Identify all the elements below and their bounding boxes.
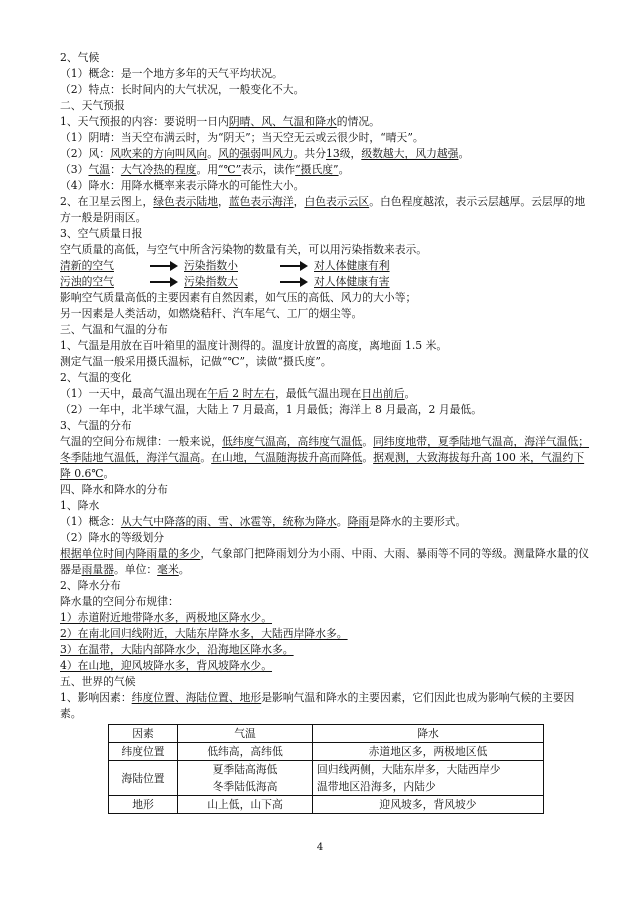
precipitation-heading: 四、降水和降水的分布: [60, 483, 168, 496]
precipitation-law-item: 3）在温带，大陆内部降水少，沿海地区降水多。: [60, 643, 294, 656]
temperature-daily: （1）一天中，最高气温出现在午后 2 时左右，最低气温出现在日出前后。: [60, 387, 416, 400]
world-climate-heading: 五、世界的气候: [60, 675, 136, 688]
table-row: 纬度位置 低纬高，高纬低 赤道地区多，两极地区低: [109, 743, 544, 761]
precipitation-sub-heading: 1、降水: [60, 499, 100, 512]
document-page: [60, 50, 590, 814]
temperature-law: 气温的空间分布规律：一般来说，低纬度气温高，高纬度气温低。同纬度地带，夏季陆地气温高，海洋气温低；冬季陆地气温低，海洋气温高。在山地，气温随海拔升高而降低。据观测，大致海拔每升高 100 米，气温约下降 0.6℃。: [60, 435, 590, 480]
precipitation-law-heading: 降水量的空间分布规律：: [60, 595, 179, 608]
world-climate-factors: 1、影响因素：纬度位置、海陆位置、地形是影响气温和降水的主要因素，它们因此也成为影响气候的主要因素。: [60, 691, 575, 720]
temperature-dist-heading: 3、气温的分布: [60, 419, 132, 432]
precipitation-grade: 根据单位时间内降雨量的多少，气象部门把降雨划分为小雨、中雨、大雨、暴雨等不同的等级。测量降水量的仪器是雨量器。单位：毫米。: [60, 547, 590, 576]
air-quality-factor-human: 另一因素是人类活动，如燃烧秸秆、汽车尾气、工厂的烟尘等。: [60, 307, 363, 320]
forecast-wind: （2）风：风吹来的方向叫风向。风的强弱叫风力。共分13级，级数越大，风力越强。: [60, 147, 470, 160]
forecast-content: 1、天气预报的内容：要说明一日内阴晴、风、气温和降水的情况。: [60, 115, 380, 128]
forecast-heading: 二、天气预报: [60, 99, 125, 112]
climate-feature: （2）特点：长时间内的大气状况，一般变化不大。: [60, 83, 305, 96]
page-number: 4: [316, 842, 324, 853]
forecast-rain: （4）降水：用降水概率来表示降水的可能性大小。: [60, 179, 305, 192]
arrow-right-icon: [280, 261, 308, 271]
forecast-cloudy: （1）阴晴：当天空布满云时，为“阴天”；当天空无云或云很少时，“晴天”。: [60, 131, 424, 144]
temperature-scale: 测定气温一般采用摄氏温标，记做“℃”，读做“摄氏度”。: [60, 355, 332, 368]
table-row: 冬季陆低海高 温带地区沿海多，内陆少: [109, 778, 544, 796]
air-quality-row-dirty: 污浊的空气 污染指数大 对人体健康有害: [60, 275, 390, 288]
air-quality-text: 空气质量的高低，与空气中所含污染物的数量有关，可以用污染指数来表示。: [60, 243, 428, 256]
climate-factors-table: [108, 724, 544, 814]
table-header-row: 因素 气温 降水: [109, 725, 544, 743]
temperature-heading: 三、气温和气温的分布: [60, 323, 168, 336]
climate-concept: （1）概念：是一个地方多年的天气平均状况。: [60, 67, 283, 80]
air-quality-row-clean: 清新的空气 污染指数小 对人体健康有利: [60, 259, 390, 272]
precipitation-dist-heading: 2、降水分布: [60, 579, 121, 592]
air-quality-factor-natural: 影响空气质量高低的主要因素有自然因素，如气压的高低、风力的大小等；: [60, 291, 417, 304]
arrow-right-icon: [150, 277, 178, 287]
climate-heading: 2、气候: [60, 51, 100, 64]
arrow-right-icon: [150, 261, 178, 271]
precipitation-grade-heading: （2）降水的等级划分: [60, 531, 165, 544]
temperature-change-heading: 2、气温的变化: [60, 371, 132, 384]
precipitation-concept: （1）概念：从大气中降落的雨、雪、冰雹等，统称为降水。降雨是降水的主要形式。: [60, 515, 467, 528]
air-quality-heading: 3、空气质量日报: [60, 227, 143, 240]
forecast-satellite: 2、在卫星云图上，绿色表示陆地，蓝色表示海洋，白色表示云区。白色程度越浓，表示云层越厚。云层厚的地方一般是阴雨区。: [60, 195, 586, 224]
table-row: 海陆位置 夏季陆高海低 回归线两侧，大陆东岸多，大陆西岸少: [109, 761, 544, 779]
table-row: 地形 山上低，山下高 迎风坡多，背风坡少: [109, 796, 544, 814]
temperature-yearly: （2）一年中，北半球气温，大陆上 7 月最高，1 月最低；海洋上 8 月最高，2 月最低。: [60, 403, 483, 416]
precipitation-law-item: 1）赤道附近地带降水多，两极地区降水少。: [60, 611, 273, 624]
precipitation-law-item: 2）在南北回归线附近，大陆东岸降水多，大陆西岸降水多。: [60, 627, 348, 640]
temperature-measure: 1、气温是用放在百叶箱里的温度计测得的。温度计放置的高度，离地面 1.5 米。: [60, 339, 448, 352]
forecast-temperature: （3）气温：大气冷热的程度。用“℃”表示，读作“摄氏度”。: [60, 163, 350, 176]
arrow-right-icon: [280, 277, 308, 287]
precipitation-law-item: 4）在山地，迎风坡降水多，背风坡降水少。: [60, 659, 273, 672]
